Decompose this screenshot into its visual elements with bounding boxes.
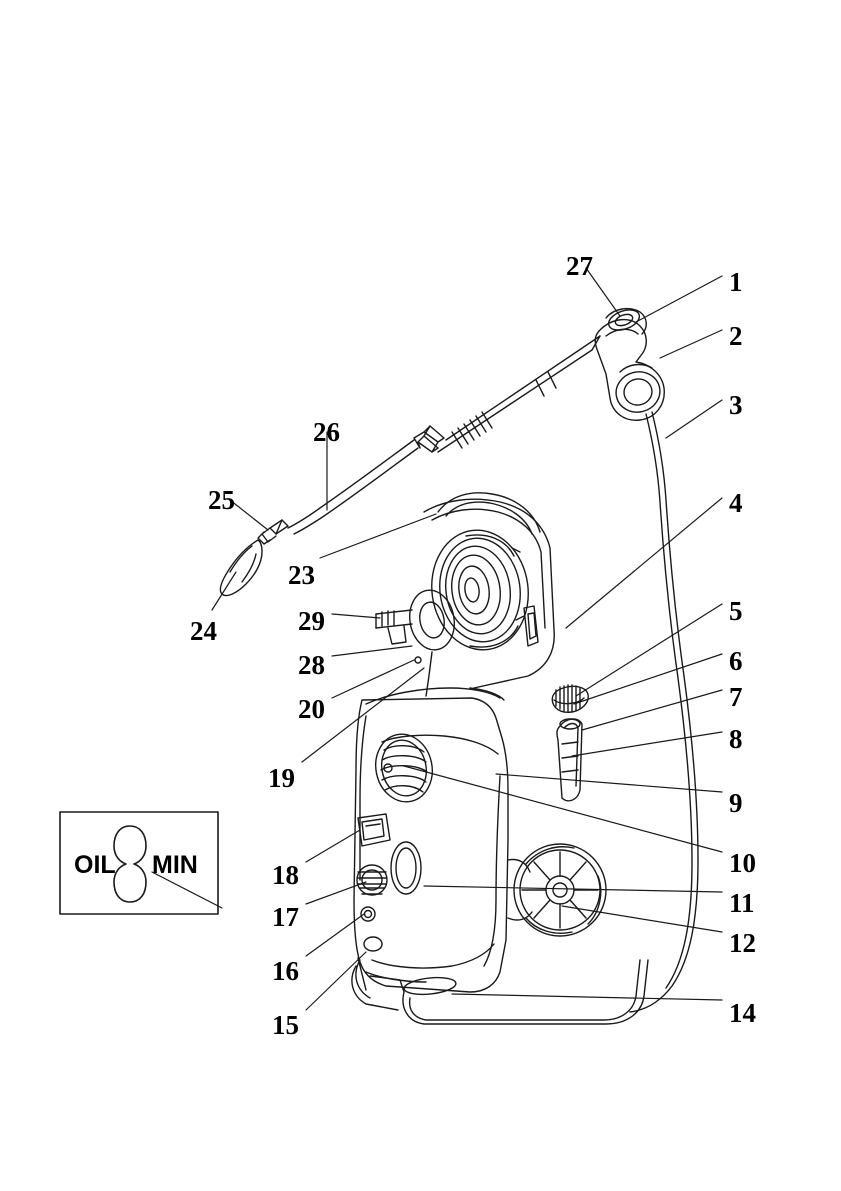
wheel [514,844,606,936]
callout-11: 11 [729,888,755,918]
callout-10: 10 [729,848,756,878]
callout-23: 23 [288,560,315,590]
callout-28: 28 [298,650,325,680]
hose-coupler-nut [258,520,288,544]
callout-14: 14 [729,998,756,1028]
hose-reel-drum [424,524,536,656]
right-side-fittings [552,685,588,801]
power-switch-block [358,814,390,846]
callout-9: 9 [729,788,743,818]
oval-access-recess [391,842,421,894]
callout-19: 19 [268,763,295,793]
callout-3: 3 [729,390,743,420]
reel-carry-handle [438,493,540,534]
oil-label: OIL [74,851,116,879]
callout-4: 4 [729,488,743,518]
callout-29: 29 [298,606,325,636]
callout-18: 18 [272,860,299,890]
callout-15: 15 [272,1010,299,1040]
callout-16: 16 [272,956,299,986]
lance-holder-clip [557,719,582,801]
callout-12: 12 [729,928,756,958]
outlet-knob [357,865,387,895]
lower-small-port [364,937,382,951]
callout-17: 17 [272,902,299,932]
callout-8: 8 [729,724,743,754]
callout-2: 2 [729,321,743,351]
callout-6: 6 [729,646,743,676]
reel-crank-shaft [376,610,412,644]
callout-25: 25 [208,485,235,515]
knurled-collar-fitting [552,685,588,712]
callout-24: 24 [190,616,217,646]
callout-27: 27 [566,251,593,281]
hose-reel-assembly [376,493,554,700]
min-label: MIN [152,851,198,879]
machine-body [352,688,648,1024]
callout-1: 1 [729,267,743,297]
vent-grille-louvers [370,729,439,807]
oil-sight-glass [114,826,146,902]
callout-20: 20 [298,694,325,724]
callout-7: 7 [729,682,743,712]
callout-5: 5 [729,596,743,626]
callout-26: 26 [313,417,340,447]
